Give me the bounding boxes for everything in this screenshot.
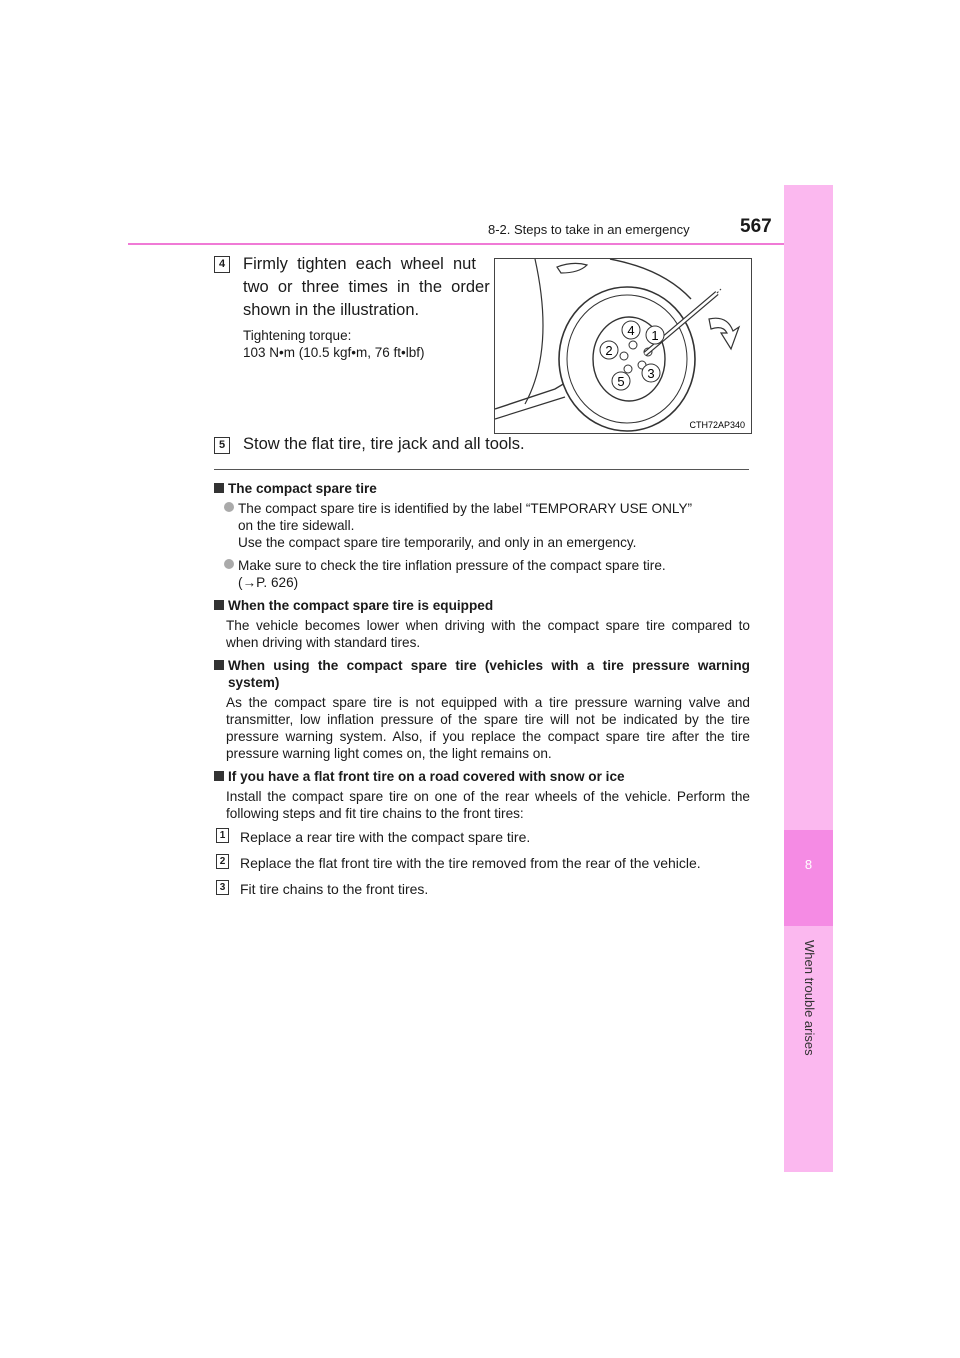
note-heading: If you have a flat front tire on a road covered with snow or ice (214, 768, 750, 785)
wheel-illustration-svg (495, 259, 751, 433)
step-number-box: 5 (214, 437, 230, 454)
note-bullet (214, 557, 750, 591)
chapter-title-text: When trouble arises (802, 940, 817, 1056)
step-text-line: Firmly tighten each wheel nut (243, 255, 476, 273)
bullet-line: Use the compact spare tire temporarily, and only in an emergency. (238, 535, 637, 550)
note-paragraph: The vehicle becomes lower when driving with the compact spare tire compared to when driving with standard tires. (226, 618, 750, 650)
step-number-box: 4 (214, 256, 230, 273)
step-text: Stow the flat tire, tire jack and all tools. (243, 435, 525, 453)
nut-label-4: 4 (627, 323, 635, 338)
notes-divider (214, 469, 749, 470)
note-heading: When the compact spare tire is equipped (214, 597, 750, 614)
note-heading: When using the compact spare tire (vehicles with a tire pressure warning system) (214, 657, 750, 691)
nut-label-1: 1 (651, 328, 659, 343)
chapter-number-tab (784, 830, 833, 926)
chapter-number: 8 (804, 857, 813, 872)
step-text-line: shown in the illustration. (243, 301, 420, 319)
sub-step-text: Replace the flat front tire with the tire removed from the rear of the vehicle. (240, 855, 701, 871)
torque-label: Tightening torque: (243, 328, 352, 343)
sub-step-number-box: 2 (216, 854, 229, 869)
torque-value: 103 N•m (10.5 kgf•m, 76 ft•lbf) (243, 345, 425, 360)
sub-step-number-box: 1 (216, 828, 229, 843)
figure-code: CTH72AP340 (689, 420, 745, 430)
nut-label-5: 5 (617, 374, 625, 389)
sub-step-text: Fit tire chains to the front tires. (240, 881, 429, 897)
nut-label-2: 2 (605, 343, 613, 358)
sub-step (214, 880, 750, 898)
note-paragraph: Install the compact spare tire on one of the rear wheels of the vehicle. Perform the following steps and fit tire chains to the front tires: (226, 789, 750, 821)
sub-step-number-box: 3 (216, 880, 229, 895)
step-text (243, 253, 490, 322)
bullet-line: Make sure to check the tire inflation pressure of the compact spare tire. (238, 558, 666, 573)
note-bullet (214, 500, 750, 551)
bullet-line: The compact spare tire is identified by the label “TEMPORARY USE ONLY” (238, 501, 693, 516)
section-title: 8-2. Steps to take in an emergency (488, 222, 690, 237)
chapter-title (802, 940, 933, 1056)
note-paragraph: As the compact spare tire is not equipped with a tire pressure warning valve and transmitter, low inflation pressure of the spare tire will not be indicated by the tire pressure warning system. Also, if you replace the compact spare tire after the tire pressure warning light comes on, the light remains on. (226, 695, 750, 761)
sub-step-text: Replace a rear tire with the compact spare tire. (240, 829, 531, 845)
sub-step (214, 828, 750, 846)
bullet-dot-icon (224, 559, 234, 569)
page-reference-link[interactable]: (→P. 626) (238, 575, 299, 590)
sub-step (214, 854, 750, 872)
page-number: 567 (740, 216, 772, 237)
notes-section (214, 480, 750, 906)
nut-label-3: 3 (647, 366, 655, 381)
note-heading: The compact spare tire (214, 480, 750, 497)
bullet-dot-icon (224, 502, 234, 512)
header-rule (128, 243, 833, 245)
wheel-nut-illustration (494, 258, 752, 434)
bullet-line: on the tire sidewall. (238, 518, 355, 533)
step-text-line: two or three times in the order (243, 278, 490, 296)
